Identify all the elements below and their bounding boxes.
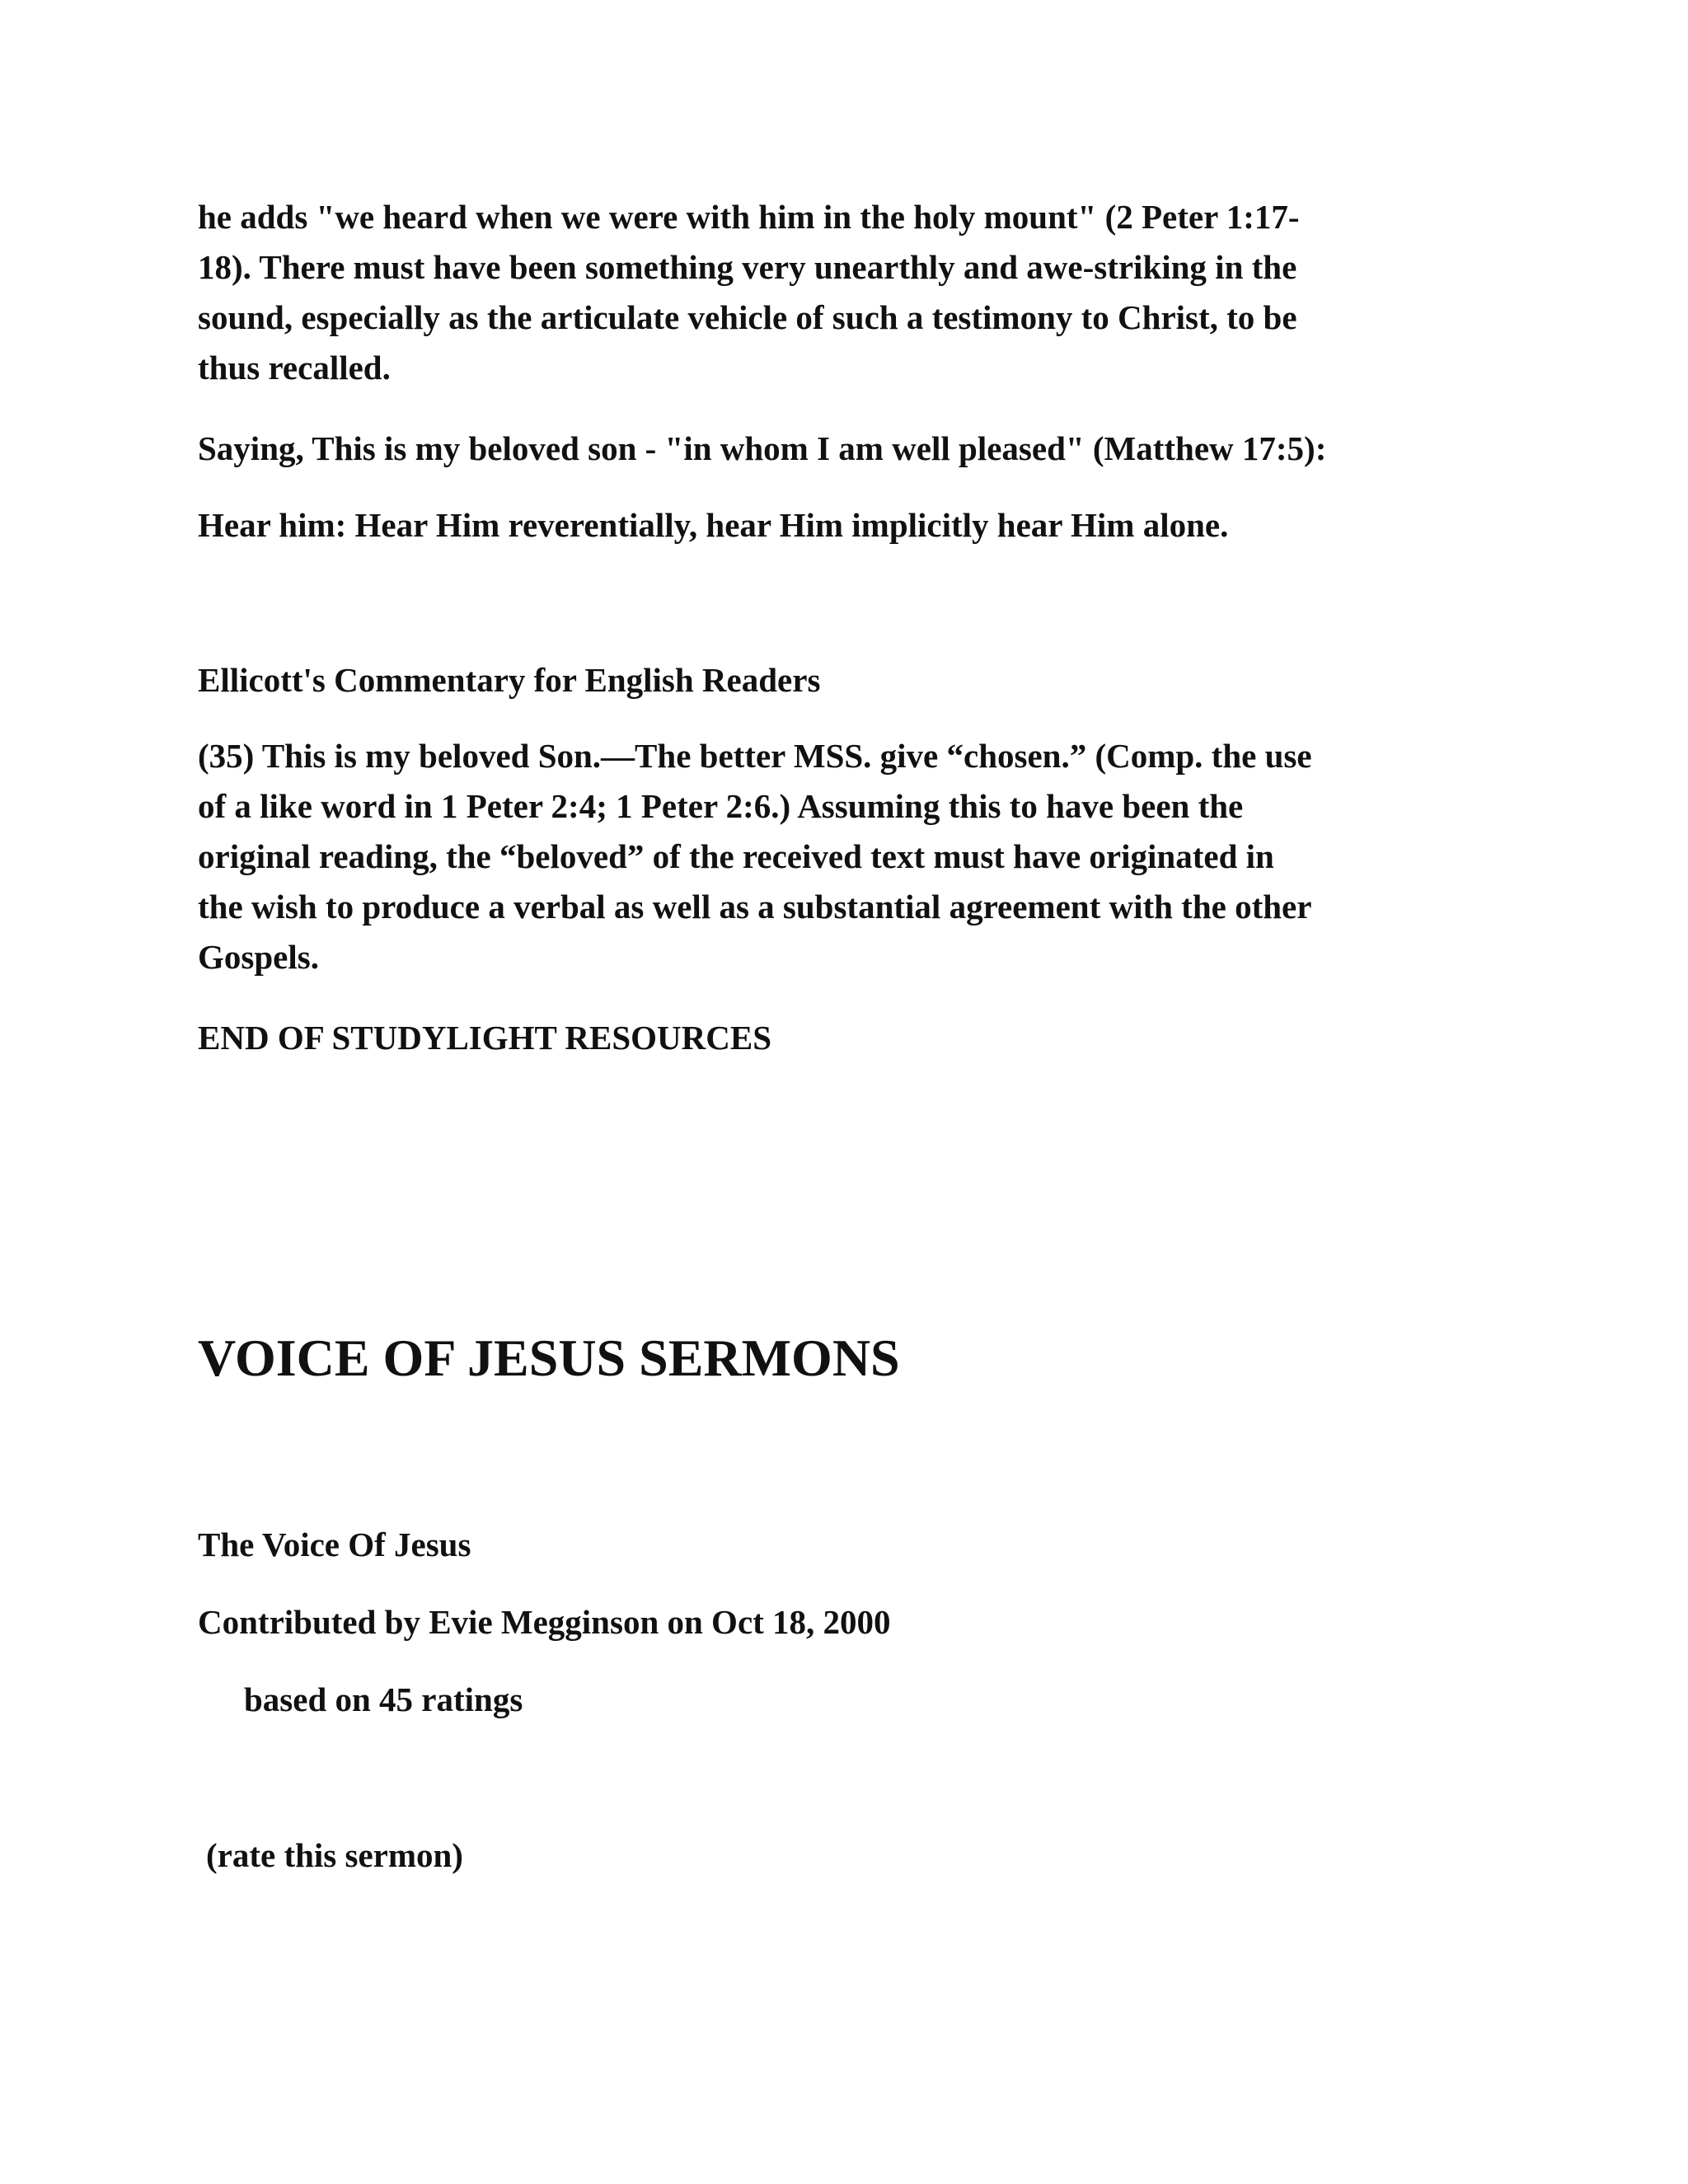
commentary-title: Ellicott's Commentary for English Readers bbox=[198, 661, 821, 699]
paragraph-line: 18). There must have been something very unearthly and awe-striking in the bbox=[198, 248, 1297, 286]
paragraph-line: the wish to produce a verbal as well as a substantial agreement with the other bbox=[198, 888, 1312, 926]
rate-sermon-link[interactable]: (rate this sermon) bbox=[206, 1836, 463, 1874]
paragraph-line: Gospels. bbox=[198, 938, 319, 976]
section-heading: VOICE OF JESUS SERMONS bbox=[198, 1329, 900, 1387]
verse-paragraph: Saying, This is my beloved son - "in whom I am well pleased" (Matthew 17:5): bbox=[198, 429, 1327, 467]
paragraph-line: thus recalled. bbox=[198, 349, 391, 387]
contributor-line: Contributed by Evie Megginson on Oct 18, 2000 bbox=[198, 1603, 891, 1641]
paragraph-line: (35) This is my beloved Son.—The better MSS. give “chosen.” (Comp. the use bbox=[198, 737, 1312, 775]
paragraph-line: of a like word in 1 Peter 2:4; 1 Peter 2:6.) Assuming this to have been the bbox=[198, 787, 1244, 825]
ratings-text: based on 45 ratings bbox=[244, 1680, 523, 1718]
sermon-title: The Voice Of Jesus bbox=[198, 1526, 471, 1563]
paragraph-line: he adds "we heard when we were with him in the holy mount" (2 Peter 1:17- bbox=[198, 198, 1300, 236]
commentary-paragraph bbox=[198, 731, 1500, 982]
verse-paragraph: Hear him: Hear Him reverentially, hear Him implicitly hear Him alone. bbox=[198, 506, 1229, 544]
paragraph-line: sound, especially as the articulate vehicle of such a testimony to Christ, to be bbox=[198, 298, 1297, 336]
commentary-paragraph bbox=[198, 192, 1500, 393]
paragraph-line: original reading, the “beloved” of the received text must have originated in bbox=[198, 837, 1274, 875]
end-note: END OF STUDYLIGHT RESOURCES bbox=[198, 1019, 772, 1057]
